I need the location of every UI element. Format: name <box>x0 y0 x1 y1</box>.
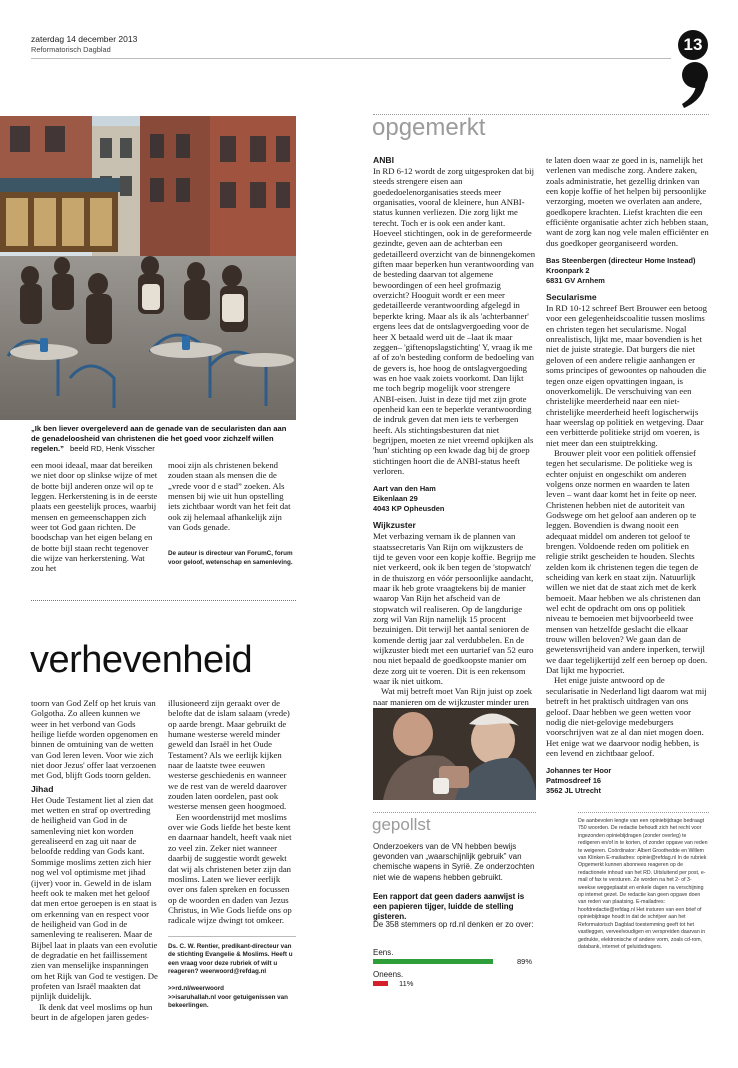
caption-credit: beeld RD, Henk Visscher <box>70 444 155 453</box>
article-top-col2: mooi zijn als christenen bekend zouden staan als mensen die de „vrede voor d e stad” zoeken. Als mensen bij wie uit hun opstelling iets zichtbaar wordt van het feit dat ook zij helemaal afhankelijk zijn van Gods genade. <box>168 460 291 533</box>
comma-logo-icon <box>676 60 710 110</box>
verhevenheid-col2 <box>168 698 296 1011</box>
editorial-note: De aanbevolen lengte van een opiniebijdrage bedraagt 750 woorden. De redactie behoudt zich het recht voor ingezonden opiniebijdragen (zonder overleg) te redigeren en/of in te korten, of zonder opgave van reden te weigeren. Coördinator: Albert Groothedde en Willem van Klinken E-mailadres: opinie@refdag.nl In de rubriek Opgemerkt kunnen abonnees reageren op de redactionele inhoud van het RD. Uitsluitend per post, e-mail of fax te versturen. Ze worden na het 2- of 3-weekse weggeplaatst en enkele dagen na verschijning op internet gezet. De redactie kan geen opgave doen van reden van plaatsing. E-mailadres: hoofdredactie@refdag.nl Het insturen van een brief of opiniebijdrage houdt in dat de schrijver aan het Reformatorisch Dagblad toestemming geeft tot het vastleggen, verveelvoudigen en verspreiden daarvan in gedrukte, elektronische of andere vorm, zoals cd-rom, databank, internet of geluidsdragers. <box>578 818 708 950</box>
divider-dotted-left <box>31 600 296 601</box>
header-paper: Reformatorisch Dagblad <box>31 45 111 54</box>
verhevenheid-title: verhevenheid <box>30 639 253 681</box>
weerwoord-link[interactable]: >>rd.nl/weerwoord <box>168 984 224 992</box>
header-date: zaterdag 14 december 2013 <box>31 34 138 44</box>
verhevenheid-col2-p2: Een woordenstrijd met moslims over wie Gods liefde het beste kent en daarnaar handelt, heeft vaak niet zo veel zin. Zeker niet wanneer daarbij de suggestie wordt gewekt dat wij als christenen beter zijn dan moslims. Laten we liever eerlijk over ons falen spreken en focussen op de woorden en daden van Jezus Christus, in Wie Gods liefde ons op radicale wijze dwingt tot omkeer. <box>168 811 292 926</box>
verhevenheid-col1-p3: Ik denk dat veel moslims op hun beurt in de afgelopen jaren gedes- <box>31 1001 153 1022</box>
gepollst-title: gepollst <box>372 815 431 834</box>
letter-secularisme-text: In RD 10-12 schreef Bert Brouwer een betoog voor een gelegenheidscoalitie tussen moslims en christen tegen het secularisme. Nogal onrealistisch, lijkt me, maar bovendien is het niet de juiste strategie. Dat burgers die niet geloven of een andere religie aanhangen er soms principes of gewoontes op nahouden die tegen onze eigen opvattingen ingaan, is onoverkomelijk. De verschuiving van een christelijke meerderheid naar een niet-christelijke meerderheid heeft logischerwijs haar weerslag op politiek en wetgeving. Daar een verbitterde politieke strijd om voeren, is niet meer dan een stuiptrekking. <box>546 303 707 448</box>
opgemerkt-title: opgemerkt <box>372 114 486 141</box>
poll-option-oneens <box>373 970 538 988</box>
poll-label-eens: Eens. <box>373 948 394 957</box>
page-number-badge <box>678 30 708 60</box>
page-number: 13 <box>683 35 703 54</box>
letter-wijkzuster-name: Bas Steenbergen (directeur Home Instead) <box>546 256 696 266</box>
letter-secularisme-text3: Het enige juiste antwoord op de secularisatie in Nederland ligt daarom wat mij betreft in het praktisch uitdragen van ons geloof. Daar hebben we geen wetten voor nodig die niet-gelovige medeburgers voorschrijven wat ze al dan niet mogen doen. Het enige wat we daarvoor nodig hebben, is een levend en zichtbaar geloof. <box>546 675 707 758</box>
letter-anbi-city: 4043 KP Opheusden <box>373 504 445 514</box>
author-note-top: De auteur is directeur van ForumC, forum voor geloof, wetenschap en samenleving. <box>168 550 293 566</box>
verhevenheid-col1 <box>31 698 159 1022</box>
gepollst-statement: Een rapport dat geen daders aanwijst is een papieren tijger, luidde de stelling gisteren. <box>373 892 525 922</box>
letter-anbi-name: Aart van den Ham <box>373 484 436 494</box>
poll-option-eens <box>373 948 538 966</box>
letter-secularisme-city: 3562 JL Utrecht <box>546 786 601 796</box>
isaruhallah-link[interactable]: >>isaruhallah.nl voor getuigenissen van bekeerlingen. <box>168 993 289 1010</box>
poll-bar-eens <box>373 959 493 964</box>
letter-secularisme-street: Patmosdreef 16 <box>546 776 602 786</box>
opgemerkt-col-b <box>546 155 709 796</box>
verhevenheid-col2-p1: illusioneerd zijn geraakt over de belofte dat de islam salaam (vrede) op aarde brengt. Maar gebruikt de humane westerse wereld minder geweld dan Israël in het Oude Testament? Als we eerlijk kijken naar de laatste twee eeuwen westerse geschiedenis en wanneer we de rest van de wereld daarover zouden laten oordelen, past ook westerse mensen geen hoogmoed. <box>168 698 290 812</box>
letter-anbi-street: Eikenlaan 29 <box>373 494 418 504</box>
verhevenheid-col1-p2: Het Oude Testament liet al zien dat met wetten en straf op overtreding de heiligheid van God in de samenleving niet kon worden gerealiseerd en zag uit naar de beloofde redding van Gods kant. Sommige moslims zetten zich hier nog wel vol optimisme met jihad (ijver) voor in. Geweld in de islam heeft ook te maken met het geloof dat men ertoe geroepen is en staat is om erkenning van en respect voor de heiligheid van God in de samenleving te realiseren. Maar de Bijbel laat in plaats van een evolutie de degradatie en het faillissement zien van menselijke inspanningen om het Rijk van God te vestigen. De profeten van Israël maakten dat pijnlijk duidelijk. <box>31 794 158 1002</box>
wijkzuster-photo <box>373 708 536 800</box>
gepollst-intro: Onderzoekers van de VN hebben bewijs gevonden van „waarschijnlijk gebruik” van chemische wapens in Syrië. Ze onderzochten niet wie de wapens hebben gebruikt. <box>373 842 535 882</box>
poll-label-oneens: Oneens. <box>373 970 404 979</box>
photo-caption <box>31 424 289 454</box>
poll-value-eens: 89% <box>516 957 532 966</box>
verhevenheid-col1-p1: toorn van God Zelf op het kruis van Golgotha. Zo alleen kunnen we weer in het verbond van Gods heilige liefde worden opgenomen en binnen de omtuining van de wetten van God leren leven. Voor wie zich niet door Jezus' offer laat verzoenen met God, blijft Gods toorn gelden. <box>31 698 158 781</box>
letter-secularisme-name: Johannes ter Hoor <box>546 766 612 776</box>
gepollst-rule <box>373 812 536 813</box>
letter-wijkzuster-text3: te laten doen waar ze goed in is, namelijk het verlenen van medische zorg. Andere zaken, zoals administratie, het gezellig drinken van een kopje koffie of het helpen bij persoonlijke verzorging, moeten we overlaten aan andere, goedkopere krachten. Liefst krachten die een efficiënte organisatie achter zich hebben staan, want de zorg kan nog vele malen efficiënter en dus goedkoper georganiseerd worden. <box>546 155 709 248</box>
opgemerkt-col-a <box>373 155 536 718</box>
poll-bar-oneens <box>373 981 388 986</box>
street-terrace-photo <box>0 116 296 420</box>
caption-quote: „Ik ben liever overgeleverd aan de genade van de secularisten dan aan de genadeloosheid van christenen die het goed voor zichzelf willen regelen.” <box>31 424 287 453</box>
header-rule <box>31 58 671 59</box>
letter-wijkzuster-text2: Wat mij betreft moet Van Rijn juist op zoek naar manieren om de wijkzuster minder uren <box>373 686 533 707</box>
letter-wijkzuster-street: Kroonpark 2 <box>546 266 590 276</box>
letter-wijkzuster-city: 6831 GV Arnhem <box>546 276 605 286</box>
letter-anbi-text: In RD 6-12 wordt de zorg uitgesproken dat bij steeds strengere eisen aan goededoelenorganisaties steeds meer organisaties, vooral de kleinere, hun ANBI-status kunnen verliezen. Die zorg lijkt me terecht. Toch er is ook een ander kant. Hoeveel stichtingen, ook in de gereformeerde gezindte, geven aan de achterban een gedetailleerd overzicht van de binnengekomen giften maar beperken hun verantwoording van de besteding daarvan tot algemene bewoordingen of een heel grofmazig overzicht? Hooguit wordt er een meer gedetailleerde verantwoording afgelegd in beperkte kring. Maar als ik als 'achterbanner' ergens lees dat de ontslagvergoeding voor de heer X betaald werd uit de –laat ik maar zeggen– 'giftenopslagstichting' Y, vraag ik me af of zo'n besteding conform de bedoeling van de gevers is, hoe hoog de ontslagvergoeding was en hoe vaak zoiets voorkomt. Dan lijkt me toch begrip mogelijk voor strengere ANBI-eisen. Juist in deze tijd met zijn grote openheid kan een te beperkte verantwoording de indruk geven dat men iets te verbergen heeft. Als stichtingsbesturen dat niet begrijpen, moeten ze niet vreemd opkijken als 'hun' stichting op een kwade dag bij de groep stichtingen hoort die de ANBI-status heeft verloren. <box>373 166 536 476</box>
letter-wijkzuster-text: Met verbazing vernam ik de plannen van staatssecretaris Van Rijn om wijkzusters de tijd te geven voor een kopje koffie. Begrijp me niet verkeerd, ook ik ben tegen de 'stopwatch' in de thuiszorg en vóór persoonlijke aandacht, maar ik heb grote vraagtekens bij de manier waarop Van Rijn het afscheid van de stopwatch wil realiseren. Op de langdurige zorg wil Van Rijn namelijk 15 procent bezuinigen. Dit terwijl het aantal senioren de komende dertig jaar zal verdubbelen. En de wijkzuster biedt met een uurtarief van 52 euro nou niet bepaald de goedkoopste manier om deze zorg uit te voeren. Dit is een rekensom waar ik niet uitkom. <box>373 531 536 687</box>
letter-heading-wijkzuster: Wijkzuster <box>373 520 416 531</box>
poll-value-oneens: 11% <box>399 979 414 988</box>
subhead-jihad: Jihad <box>31 783 54 794</box>
gepollst-respondents: De 358 stemmers op rd.nl denken er zo over: <box>373 920 534 929</box>
letter-secularisme-text2: Brouwer pleit voor een politiek offensief tegen het secularisme. De politieke weg is echter onjuist en ongeschikt om anderen volgens onze normen en waarden te laten leven – want daar komt het in feite op neer. Christenen hebben niet de autoriteit van Godswege om het geloof aan anderen op te leggen. Bovendien is dwang nooit een adequaat middel om anderen tot geloof te brengen. Voldoende reden om politiek en religie strikt gescheiden te houden. Slechts zelden kom ik christenen tegen die tegen de scheiding van kerk en staat zijn. Natuurlijk willen we niet dat de staat zich met de kerk bemoeit. Maar hebben we als christenen dan wel echt de opdracht om ons op politiek niveau te bemoeien met bijvoorbeeld twee mensen van hetzelfde geslacht die elkaar trouw willen beloven? We gaan dan de gewetensvrijheid van andere inperken, terwijl we daar tegelijkertijd zelf een beroep op doen. Dat lijkt me hypocriet. <box>546 447 708 676</box>
article-top-col1: een mooi ideaal, maar dat bereiken we niet door op slinkse wijze of met de botte bijl anderen onze wil op te leggen. Herkerstening is in de eerste plaats een geestelijk proces, waarbij mensen en gemeenschappen zich weer tot God gaan richten. De boodschap van het eigen belang en de botte bijl staan recht tegenover die wijze van herkerstening. Wat zou het <box>31 460 158 574</box>
letter-heading-secularisme: Secularisme <box>546 292 597 303</box>
letter-heading-anbi: ANBI <box>373 155 395 165</box>
note-rule <box>578 812 709 813</box>
author-note-verhevenheid: Ds. C. W. Rentier, predikant-directeur van de stichting Evangelie & Moslims. Heeft u een vraag voor deze rubriek of wilt u reageren? weerwoord@refdag.nl <box>168 936 296 977</box>
